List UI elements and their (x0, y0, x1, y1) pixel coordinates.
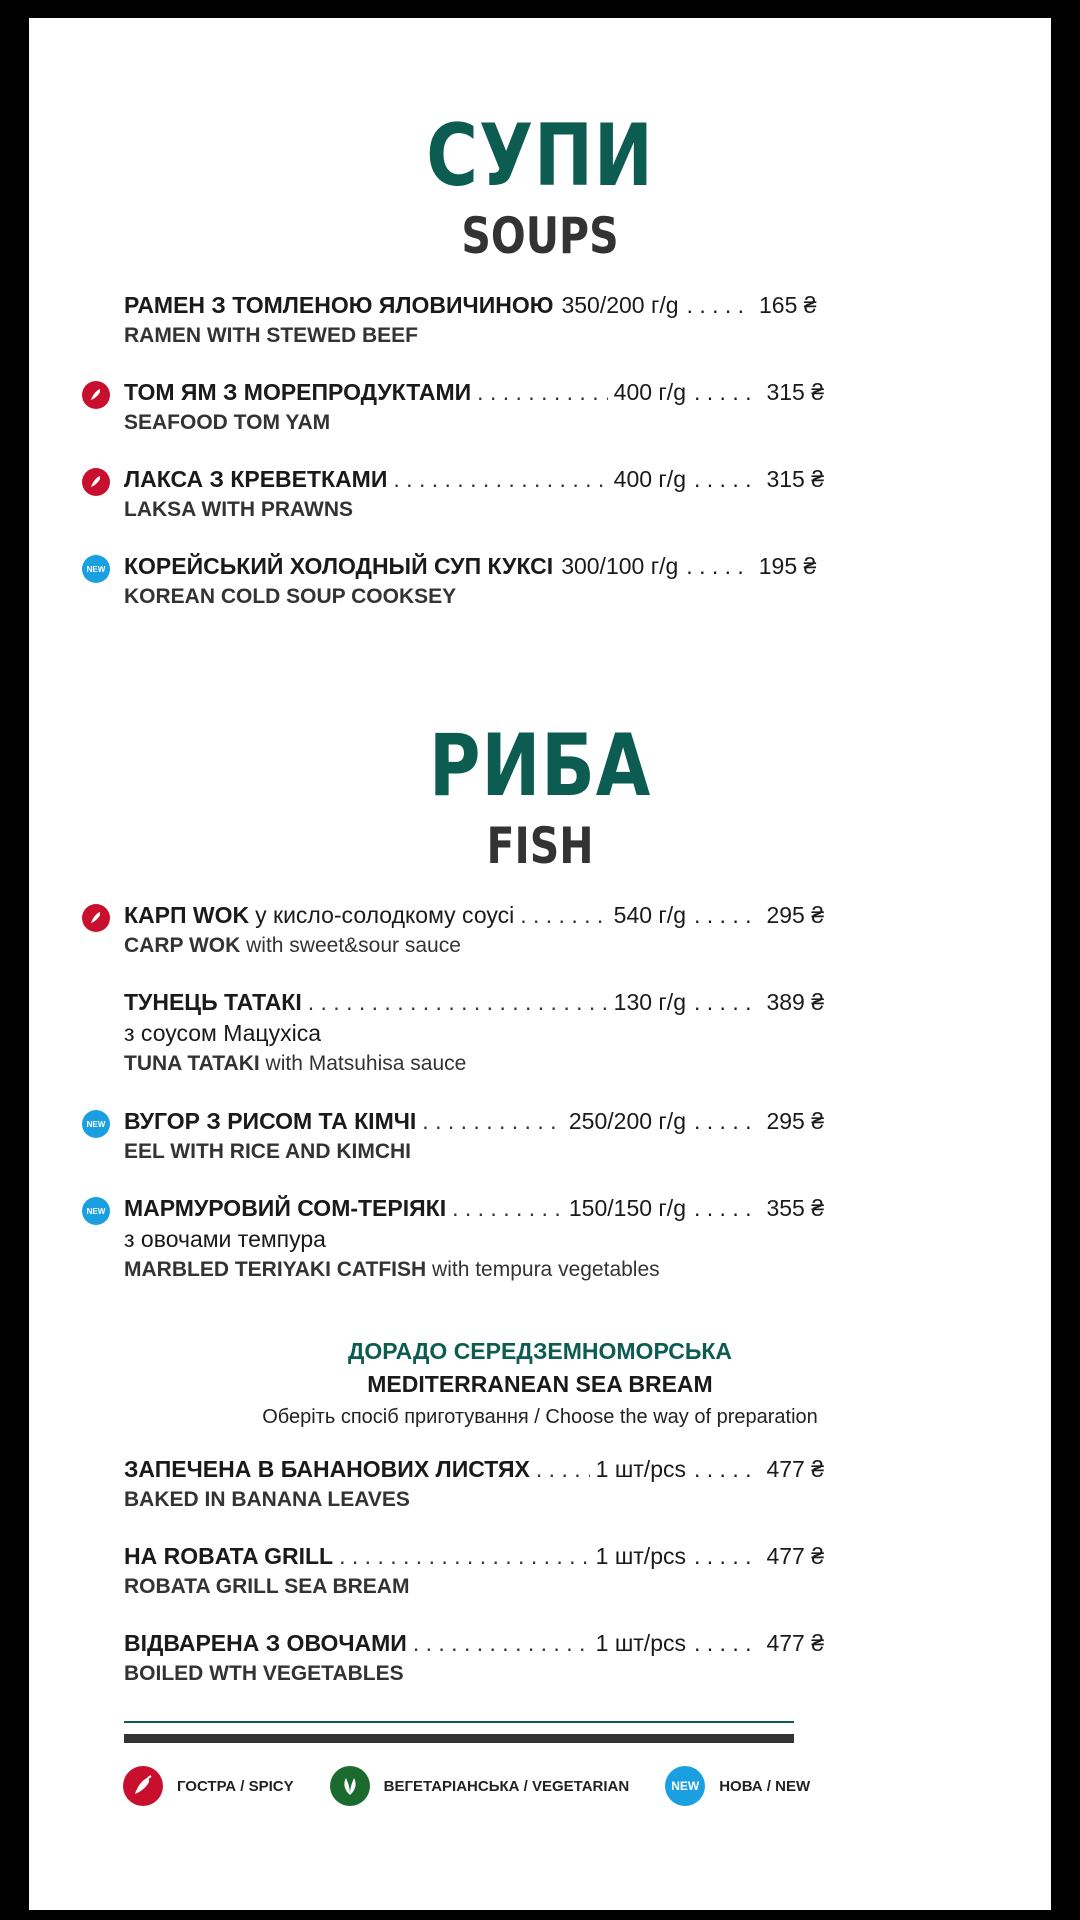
item-name-en: LAKSA WITH PRAWNS (124, 498, 354, 521)
item-weight: 400 г/g (613, 379, 686, 405)
chili-icon (82, 904, 110, 932)
legend-spicy (123, 1766, 294, 1806)
soups-subtitle: SOUPS (461, 207, 619, 265)
item-price: 165 ₴ (759, 292, 817, 318)
divider-line (124, 1721, 794, 1723)
item-note-en: with sweet&sour sauce (240, 934, 461, 957)
leaf-icon (330, 1766, 370, 1806)
item-price: 315 ₴ (766, 379, 824, 405)
item-name-en: BOILED WTH VEGETABLES (124, 1662, 404, 1685)
fish-title: РИБА (428, 716, 652, 816)
new-badge-icon: NEW (665, 1766, 705, 1806)
item-name-en: MARBLED TERIYAKI CATFISH (124, 1258, 427, 1281)
item-note: з соусом Мацухіса (124, 1020, 322, 1046)
menu-item (124, 1454, 824, 1514)
menu-item (124, 464, 824, 524)
item-price: 195 ₴ (758, 553, 817, 579)
chili-icon (82, 468, 110, 496)
item-weight: 130 г/g (613, 989, 686, 1015)
legend-spicy-label: ГОСТРА / SPICY (177, 1777, 294, 1795)
menu-item (86, 1193, 824, 1284)
legend-new-label: НОВА / NEW (719, 1777, 811, 1795)
item-name: МАРМУРОВИЙ СОМ-ТЕРІЯКІ (124, 1195, 447, 1221)
item-name: КОРЕЙСЬКИЙ ХОЛОДНЫЙ СУП КУКСІ (124, 553, 554, 579)
new-badge-icon: NEW (82, 555, 110, 583)
chili-icon (82, 381, 110, 409)
item-name: ВУГОР З РИСОМ ТА КІМЧІ (124, 1108, 417, 1134)
item-name: ТОМ ЯМ З МОРЕПРОДУКТАМИ (124, 379, 472, 405)
dorado-instruction: Оберіть спосіб приготування / Choose the way of preparation (262, 1406, 818, 1428)
item-name-en: RAMEN WITH STEWED BEEF (124, 324, 418, 347)
dorado-title-en: MEDITERRANEAN SEA BREAM (367, 1371, 713, 1397)
chili-icon (123, 1766, 163, 1806)
item-weight: 1 шт/pcs (595, 1543, 686, 1569)
legend-new (665, 1766, 810, 1806)
menu-item (124, 900, 824, 960)
legend (123, 1766, 846, 1806)
legend-vegetarian-label: ВЕГЕТАРІАНСЬКА / VEGETARIAN (383, 1777, 630, 1795)
item-price: 477 ₴ (766, 1543, 824, 1569)
new-badge-icon: NEW (82, 1197, 110, 1225)
item-price: 315 ₴ (766, 466, 824, 492)
item-name-en: TUNA TATAKI (124, 1052, 260, 1075)
item-price: 295 ₴ (766, 1108, 824, 1134)
item-price: 477 ₴ (766, 1630, 824, 1656)
new-badge-icon: NEW (82, 1110, 110, 1138)
item-weight: 540 г/g (613, 902, 686, 928)
menu-item (124, 377, 824, 437)
item-note: з овочами темпура (124, 1226, 326, 1252)
item-name: КАРП WOK (124, 902, 250, 928)
item-note: у кисло-солодкому соусі (255, 902, 515, 928)
item-weight: 300/100 г/g (561, 553, 679, 579)
item-weight: 350/200 г/g (561, 292, 679, 318)
item-name-en: CARP WOK (124, 934, 241, 957)
soups-title: СУПИ (426, 106, 654, 206)
menu-item (124, 987, 824, 1078)
item-name: ЛАКСА З КРЕВЕТКАМИ (124, 466, 388, 492)
item-name: ЗАПЕЧЕНА В БАНАНОВИХ ЛИСТЯХ (124, 1456, 530, 1482)
item-name: РАМЕН З ТОМЛЕНОЮ ЯЛОВИЧИНОЮ (124, 292, 554, 318)
menu-item (124, 290, 824, 350)
item-name-en: BAKED IN BANANA LEAVES (124, 1488, 410, 1511)
item-weight: 1 шт/pcs (595, 1630, 686, 1656)
dorado-title-ua: ДОРАДО СЕРЕДЗЕМНОМОРСЬКА (347, 1338, 733, 1364)
item-weight: 400 г/g (613, 466, 686, 492)
menu-page (29, 18, 1051, 1910)
menu-item (124, 1541, 824, 1601)
item-name-en: EEL WITH RICE AND KIMCHI (124, 1140, 411, 1163)
item-name-en: KOREAN COLD SOUP COOKSEY (124, 585, 457, 608)
item-name-en: ROBATA GRILL SEA BREAM (124, 1575, 410, 1598)
menu-item (86, 551, 824, 611)
fish-subtitle: FISH (486, 817, 594, 875)
item-price: 477 ₴ (766, 1456, 824, 1482)
menu-item (86, 1106, 824, 1166)
legend-vegetarian (330, 1766, 630, 1806)
divider-bar (124, 1734, 794, 1743)
item-name: ВІДВАРЕНА З ОВОЧАМИ (124, 1630, 407, 1656)
item-name: НА ROBATA GRILL (124, 1543, 334, 1569)
item-name: ТУНЕЦЬ ТАТАКІ (124, 989, 302, 1015)
item-weight: 250/200 г/g (568, 1108, 686, 1134)
item-weight: 1 шт/pcs (595, 1456, 686, 1482)
item-name-en: SEAFOOD TOM YAM (124, 411, 331, 434)
menu-item (124, 1628, 824, 1688)
item-price: 389 ₴ (766, 989, 824, 1015)
item-price: 355 ₴ (766, 1195, 824, 1221)
item-price: 295 ₴ (766, 902, 824, 928)
item-note-en: with tempura vegetables (426, 1258, 660, 1281)
item-weight: 150/150 г/g (568, 1195, 686, 1221)
item-note-en: with Matsuhisa sauce (259, 1052, 467, 1075)
